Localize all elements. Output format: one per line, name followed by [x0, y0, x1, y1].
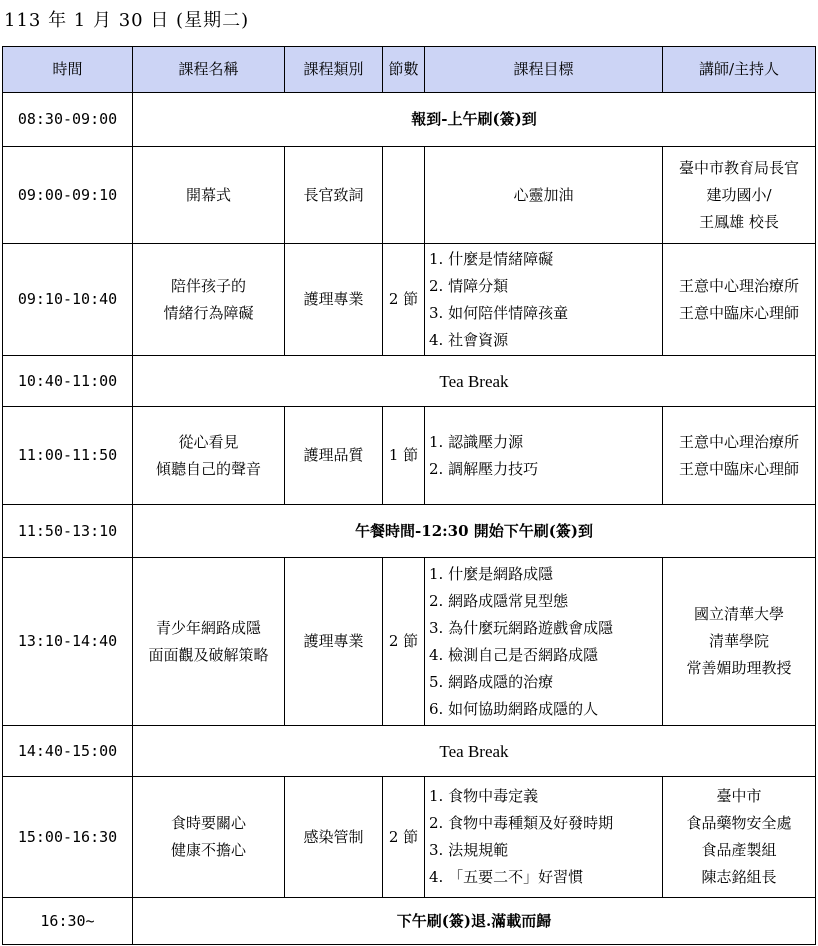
course-goal-cell: [425, 777, 663, 898]
instructor-line: 常善媚助理教授: [686, 659, 792, 677]
sessions-cell: [383, 147, 425, 244]
instructor-line: 食品產製組: [701, 841, 777, 859]
course-name-cell: [133, 558, 285, 726]
course-goal-item: 3. 如何陪伴情障孩童: [429, 303, 569, 322]
course-name-line: 從心看見: [178, 432, 239, 451]
course-name-cell: [133, 777, 285, 898]
course-goal-item: 1. 認識壓力源: [429, 432, 524, 451]
instructor-line: 國立清華大學: [693, 605, 784, 623]
header-sessions: 節數: [383, 47, 425, 93]
course-goal-item: 2. 網路成隱常見型態: [429, 591, 569, 610]
time-cell: 16:30~: [3, 898, 133, 945]
time-cell: 11:00-11:50: [3, 407, 133, 505]
course-goal-item: 3. 法規規範: [429, 841, 509, 859]
sessions-cell: 2 節: [383, 558, 425, 726]
course-name-cell: [133, 407, 285, 505]
course-name-line: 健康不擔心: [170, 841, 246, 859]
course-type-cell: 護理專業: [285, 558, 383, 726]
time-cell: 10:40-11:00: [3, 356, 133, 407]
course-goal-cell: [425, 244, 663, 356]
table-row: [3, 898, 816, 945]
time-cell: 11:50-13:10: [3, 505, 133, 558]
course-type-cell: 護理品質: [285, 407, 383, 505]
sessions-cell: 1 節: [383, 407, 425, 505]
course-goal-item: 6. 如何協助網路成隱的人: [429, 699, 599, 718]
tea-break-cell: Tea Break: [133, 726, 816, 777]
table-row: [3, 93, 816, 147]
course-name-line: 開幕式: [185, 185, 231, 204]
table-row: [3, 726, 816, 777]
instructor-line: 建功國小/: [706, 185, 772, 204]
course-goal-item: 1. 什麼是情緒障礙: [429, 249, 554, 268]
course-goal-item: 1. 食物中毒定義: [429, 787, 539, 805]
instructor-cell: [663, 244, 816, 356]
course-name-line: 食時要關心: [170, 814, 246, 832]
instructor-cell: [663, 777, 816, 898]
header-time: 時間: [3, 47, 133, 93]
span-cell: 午餐時間-12:30 開始下午刷(簽)到: [133, 505, 816, 558]
tea-break-cell: Tea Break: [133, 356, 816, 407]
instructor-line: 王意中心理治療所: [678, 432, 799, 451]
table-row: [3, 777, 816, 898]
header-course-goal: 課程目標: [425, 47, 663, 93]
course-name-cell: [133, 147, 285, 244]
instructor-line: 王意中心理治療所: [678, 276, 799, 295]
header-course-name: 課程名稱: [133, 47, 285, 93]
header-row: [3, 47, 816, 93]
instructor-line: 食品藥物安全處: [686, 814, 792, 832]
course-goal-item: 3. 為什麼玩網路遊戲會成隱: [429, 618, 614, 637]
course-name-line: 情緒行為障礙: [163, 303, 254, 322]
course-goal-item: 2. 調解壓力技巧: [429, 459, 539, 478]
course-goal-item: 2. 情障分類: [429, 276, 509, 295]
course-name-line: 青少年網路成隱: [155, 618, 261, 637]
course-goal-item: 1. 什麼是網路成隱: [429, 564, 554, 583]
time-cell: 09:00-09:10: [3, 147, 133, 244]
table-row: [3, 558, 816, 726]
course-goal-item: 心靈加油: [513, 185, 574, 204]
table-row: [3, 147, 816, 244]
instructor-line: 王鳳雄 校長: [699, 212, 779, 231]
instructor-line: 王意中臨床心理師: [678, 303, 799, 322]
course-goal-item: 4. 檢測自己是否網路成隱: [429, 645, 599, 664]
course-goal-cell: [425, 147, 663, 244]
instructor-cell: [663, 147, 816, 244]
course-type-cell: 感染管制: [285, 777, 383, 898]
course-name-line: 面面觀及破解策略: [148, 645, 269, 664]
course-goal-item: 5. 網路成隱的治療: [429, 672, 554, 691]
time-cell: 15:00-16:30: [3, 777, 133, 898]
instructor-line: 臺中市: [716, 787, 762, 805]
time-cell: 13:10-14:40: [3, 558, 133, 726]
table-row: [3, 505, 816, 558]
instructor-line: 臺中市教育局長官: [678, 158, 799, 177]
instructor-cell: [663, 558, 816, 726]
course-type-cell: 護理專業: [285, 244, 383, 356]
header-course-type: 課程類別: [285, 47, 383, 93]
table-row: [3, 244, 816, 356]
table-row: [3, 356, 816, 407]
instructor-line: 王意中臨床心理師: [678, 459, 799, 478]
table-row: [3, 407, 816, 505]
course-goal-item: 4. 「五要二不」好習慣: [429, 868, 584, 886]
span-cell: 下午刷(簽)退.滿載而歸: [133, 898, 816, 945]
course-goal-cell: [425, 558, 663, 726]
sessions-cell: 2 節: [383, 777, 425, 898]
page-title: 113 年 1 月 30 日 (星期二): [4, 10, 250, 31]
time-cell: 08:30-09:00: [3, 93, 133, 147]
course-goal-item: 2. 食物中毒種類及好發時期: [429, 814, 614, 832]
course-goal-item: 4. 社會資源: [429, 330, 509, 349]
course-type-cell: 長官致詞: [285, 147, 383, 244]
time-cell: 09:10-10:40: [3, 244, 133, 356]
course-goal-cell: [425, 407, 663, 505]
time-cell: 14:40-15:00: [3, 726, 133, 777]
instructor-cell: [663, 407, 816, 505]
schedule-table: [2, 46, 816, 945]
span-cell: 報到-上午刷(簽)到: [133, 93, 816, 147]
header-instructor: 講師/主持人: [663, 47, 816, 93]
course-name-line: 傾聽自己的聲音: [155, 459, 261, 478]
course-name-cell: [133, 244, 285, 356]
instructor-line: 清華學院: [708, 632, 769, 650]
sessions-cell: 2 節: [383, 244, 425, 356]
course-name-line: 陪伴孩子的: [170, 276, 246, 295]
instructor-line: 陳志銘組長: [701, 868, 777, 886]
